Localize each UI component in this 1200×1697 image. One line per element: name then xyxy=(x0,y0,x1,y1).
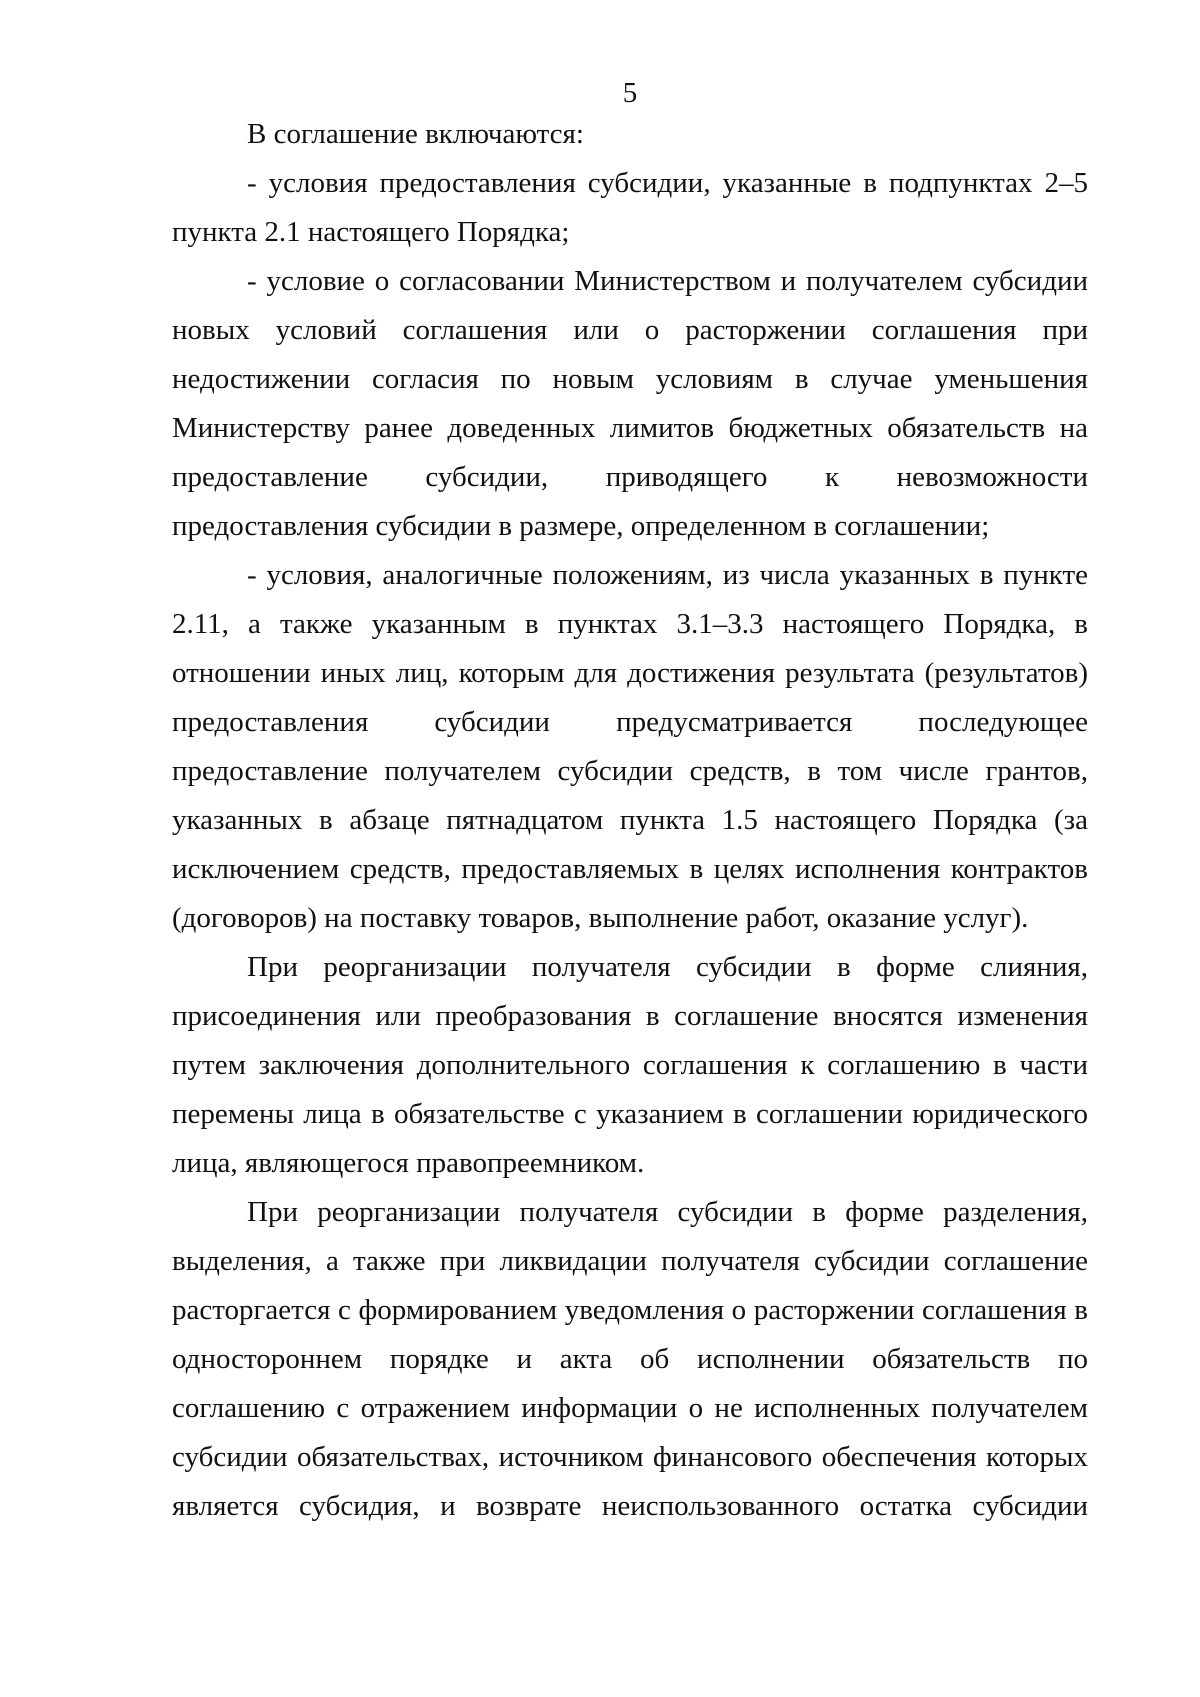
paragraph-reorganization-division: При реорганизации получателя субсидии в форме разделения, выделения, а также при ликвидации получателя субсидии соглашение расторгается с формированием уведомления о расторжении соглашения в одностороннем порядке и акта об исполнении обязательств по соглашению с отражением информации о не исполненных получателем субсидии обязательствах, источником финансового обеспечения которых является субсидия, и возврате неиспользованного остатка субсидии xyxy=(172,1196,1088,1522)
paragraph-reorganization-merger: При реорганизации получателя субсидии в форме слияния, присоединения или преобразования в соглашение вносятся изменения путем заключения дополнительного соглашения к соглашению в части перемены лица в обязательстве с указанием в соглашении юридического лица, являющегося правопреемником. xyxy=(172,951,1088,1179)
paragraph-new-conditions: - условие о согласовании Министерством и получателем субсидии новых условий соглашения или о расторжении соглашения при недостижении согласия по новым условиям в случае уменьшения Министерству ранее доведенных лимитов бюджетных обязательств на предоставление субсидии, приводящего к невозможности предоставления субсидии в размере, определенном в соглашении; xyxy=(172,265,1088,542)
document-body xyxy=(172,110,1088,1531)
page-number: 5 xyxy=(622,77,638,109)
paragraph-agreement-includes: В соглашение включаются: xyxy=(247,118,584,150)
paragraph-similar-conditions: - условия, аналогичные положениям, из числа указанных в пункте 2.11, а также указанным в пунктах 3.1–3.3 настоящего Порядка, в отношении иных лиц, которым для достижения результата (результатов) предоставления субсидии предусматривается последующее предоставление получателем субсидии средств, в том числе грантов, указанных в абзаце пятнадцатом пункта 1.5 настоящего Порядка (за исключением средств, предоставляемых в целях исполнения контрактов (договоров) на поставку товаров, выполнение работ, оказание услуг). xyxy=(172,559,1088,934)
paragraph-subsidy-conditions: - условия предоставления субсидии, указанные в подпунктах 2–5 пункта 2.1 настоящего Порядка; xyxy=(172,167,1088,248)
